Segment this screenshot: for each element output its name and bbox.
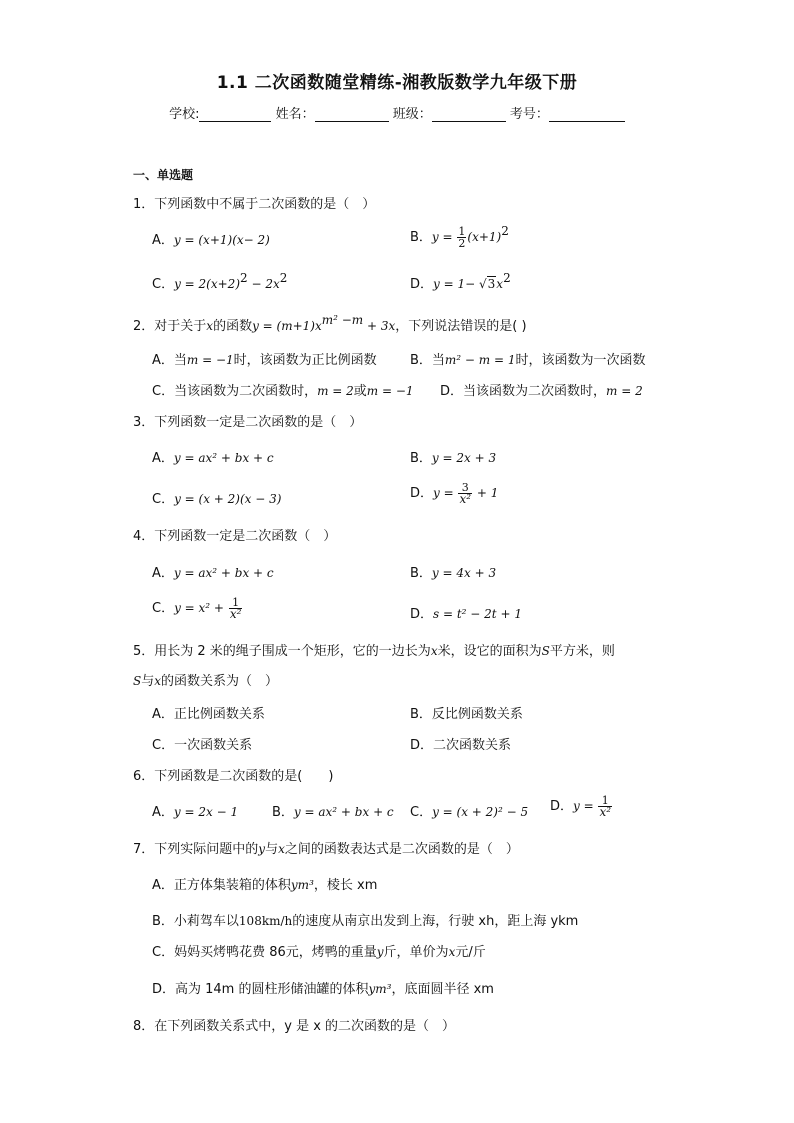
fraction: $\frac{3}{\text{x²}}$ bbox=[459, 481, 472, 506]
q5-option-b[interactable]: B．反比例函数关系 bbox=[410, 707, 523, 722]
section-heading: 一、单选题 bbox=[133, 168, 194, 182]
exam-no-blank[interactable] bbox=[549, 107, 625, 122]
question-3-stem: 3．下列函数一定是二次函数的是（ ） bbox=[133, 415, 363, 430]
q6-option-c[interactable]: C．y = (x + 2)² − 5 bbox=[410, 805, 529, 820]
q5-option-d[interactable]: D．二次函数关系 bbox=[410, 738, 512, 753]
q1-option-b[interactable]: B．y = $\frac{1}{2}$ $(x+1)^2$ bbox=[410, 224, 509, 250]
q5-option-c[interactable]: C．一次函数关系 bbox=[152, 738, 253, 753]
q1-option-a[interactable]: A．y = (x+1)(x− 2) bbox=[152, 233, 270, 248]
q5-option-a[interactable]: A．正比例函数关系 bbox=[152, 707, 265, 722]
name-label: 姓名： bbox=[275, 107, 315, 122]
exam-no-label: 考号： bbox=[509, 107, 549, 122]
q2-option-a[interactable]: A．当m = −1时，该函数为正比例函数 bbox=[152, 353, 377, 368]
q6-option-a[interactable]: A．y = 2x − 1 bbox=[152, 805, 239, 820]
q3-option-d[interactable]: D．y = $\frac{3}{\text{x²}}$ + 1 bbox=[410, 481, 499, 506]
question-4-stem: 4．下列函数一定是二次函数（ ） bbox=[133, 529, 337, 544]
class-label: 班级： bbox=[392, 107, 432, 122]
class-blank[interactable] bbox=[432, 107, 506, 122]
q7-option-c[interactable]: C．妈妈买烤鸭花费 86元，烤鸭的重量y斤，单价为x元/斤 bbox=[152, 945, 486, 960]
q6-option-d[interactable]: D．y = $\frac{1}{\text{x²}}$ bbox=[550, 794, 612, 819]
q1-option-d[interactable]: D．$y = 1- √3x^2$ bbox=[410, 271, 511, 292]
q7-option-a[interactable]: A．正方体集装箱的体积ym³，棱长 xm bbox=[152, 878, 378, 893]
q4-option-d[interactable]: D．s = t² − 2t + 1 bbox=[410, 607, 522, 622]
q7-option-d[interactable]: D．高为 14m 的圆柱形储油罐的体积ym³，底面圆半径 xm bbox=[152, 982, 494, 997]
question-5-stem-line1: 5．用长为 2 米的绳子围成一个矩形，它的一边长为x米，设它的面积为S平方米，则 bbox=[133, 644, 615, 659]
q6-option-b[interactable]: B．y = ax² + bx + c bbox=[272, 805, 394, 820]
question-7-stem: 7．下列实际问题中的y与x之间的函数表达式是二次函数的是（ ） bbox=[133, 842, 519, 857]
question-2-stem: 2．对于关于x的函数$y = (m+1)x^{m^2 -m} + 3x$，下列说法错误的是( ) bbox=[133, 313, 527, 334]
fraction: $\frac{1}{\text{x²}}$ bbox=[599, 794, 612, 819]
fraction: $\frac{1}{\text{x²}}$ bbox=[229, 596, 242, 621]
q4-option-b[interactable]: B．y = 4x + 3 bbox=[410, 566, 497, 581]
page-title: 1.1 二次函数随堂精练-湘教版数学九年级下册 bbox=[216, 73, 578, 93]
q4-option-a[interactable]: A．y = ax² + bx + c bbox=[152, 566, 274, 581]
question-1-stem: 1．下列函数中不属于二次函数的是（ ） bbox=[133, 197, 376, 212]
q3-option-c[interactable]: C．y = (x + 2)(x − 3) bbox=[152, 492, 282, 507]
school-blank[interactable] bbox=[199, 107, 271, 122]
q1-option-c[interactable]: C．$y = 2(x+2)^2 - 2x^2$ bbox=[152, 271, 288, 292]
q3-option-a[interactable]: A．y = ax² + bx + c bbox=[152, 451, 274, 466]
q7-option-b[interactable]: B．小莉驾车以108km/h的速度从南京出发到上海，行驶 xh，距上海 ykm bbox=[152, 914, 579, 929]
student-info-line bbox=[0, 103, 794, 122]
question-5-stem-line2: S与x的函数关系为（ ） bbox=[133, 674, 279, 689]
q2-option-b[interactable]: B．当m² − m = 1时，该函数为一次函数 bbox=[410, 353, 646, 368]
q3-option-b[interactable]: B．y = 2x + 3 bbox=[410, 451, 497, 466]
fraction: $\frac{1}{2}$ bbox=[458, 225, 466, 250]
sqrt-symbol: √3 bbox=[478, 277, 496, 291]
school-label: 学校: bbox=[169, 107, 200, 122]
q2-option-d[interactable]: D．当该函数为二次函数时，m = 2 bbox=[440, 384, 643, 399]
name-blank[interactable] bbox=[315, 107, 389, 122]
q2-option-c[interactable]: C．当该函数为二次函数时，m = 2或m = −1 bbox=[152, 384, 414, 399]
q4-option-c[interactable]: C．y = x² + $\frac{1}{\text{x²}}$ bbox=[152, 596, 242, 621]
question-8-stem: 8．在下列函数关系式中，y 是 x 的二次函数的是（ ） bbox=[133, 1019, 456, 1034]
question-6-stem: 6．下列函数是二次函数的是( ) bbox=[133, 769, 334, 784]
